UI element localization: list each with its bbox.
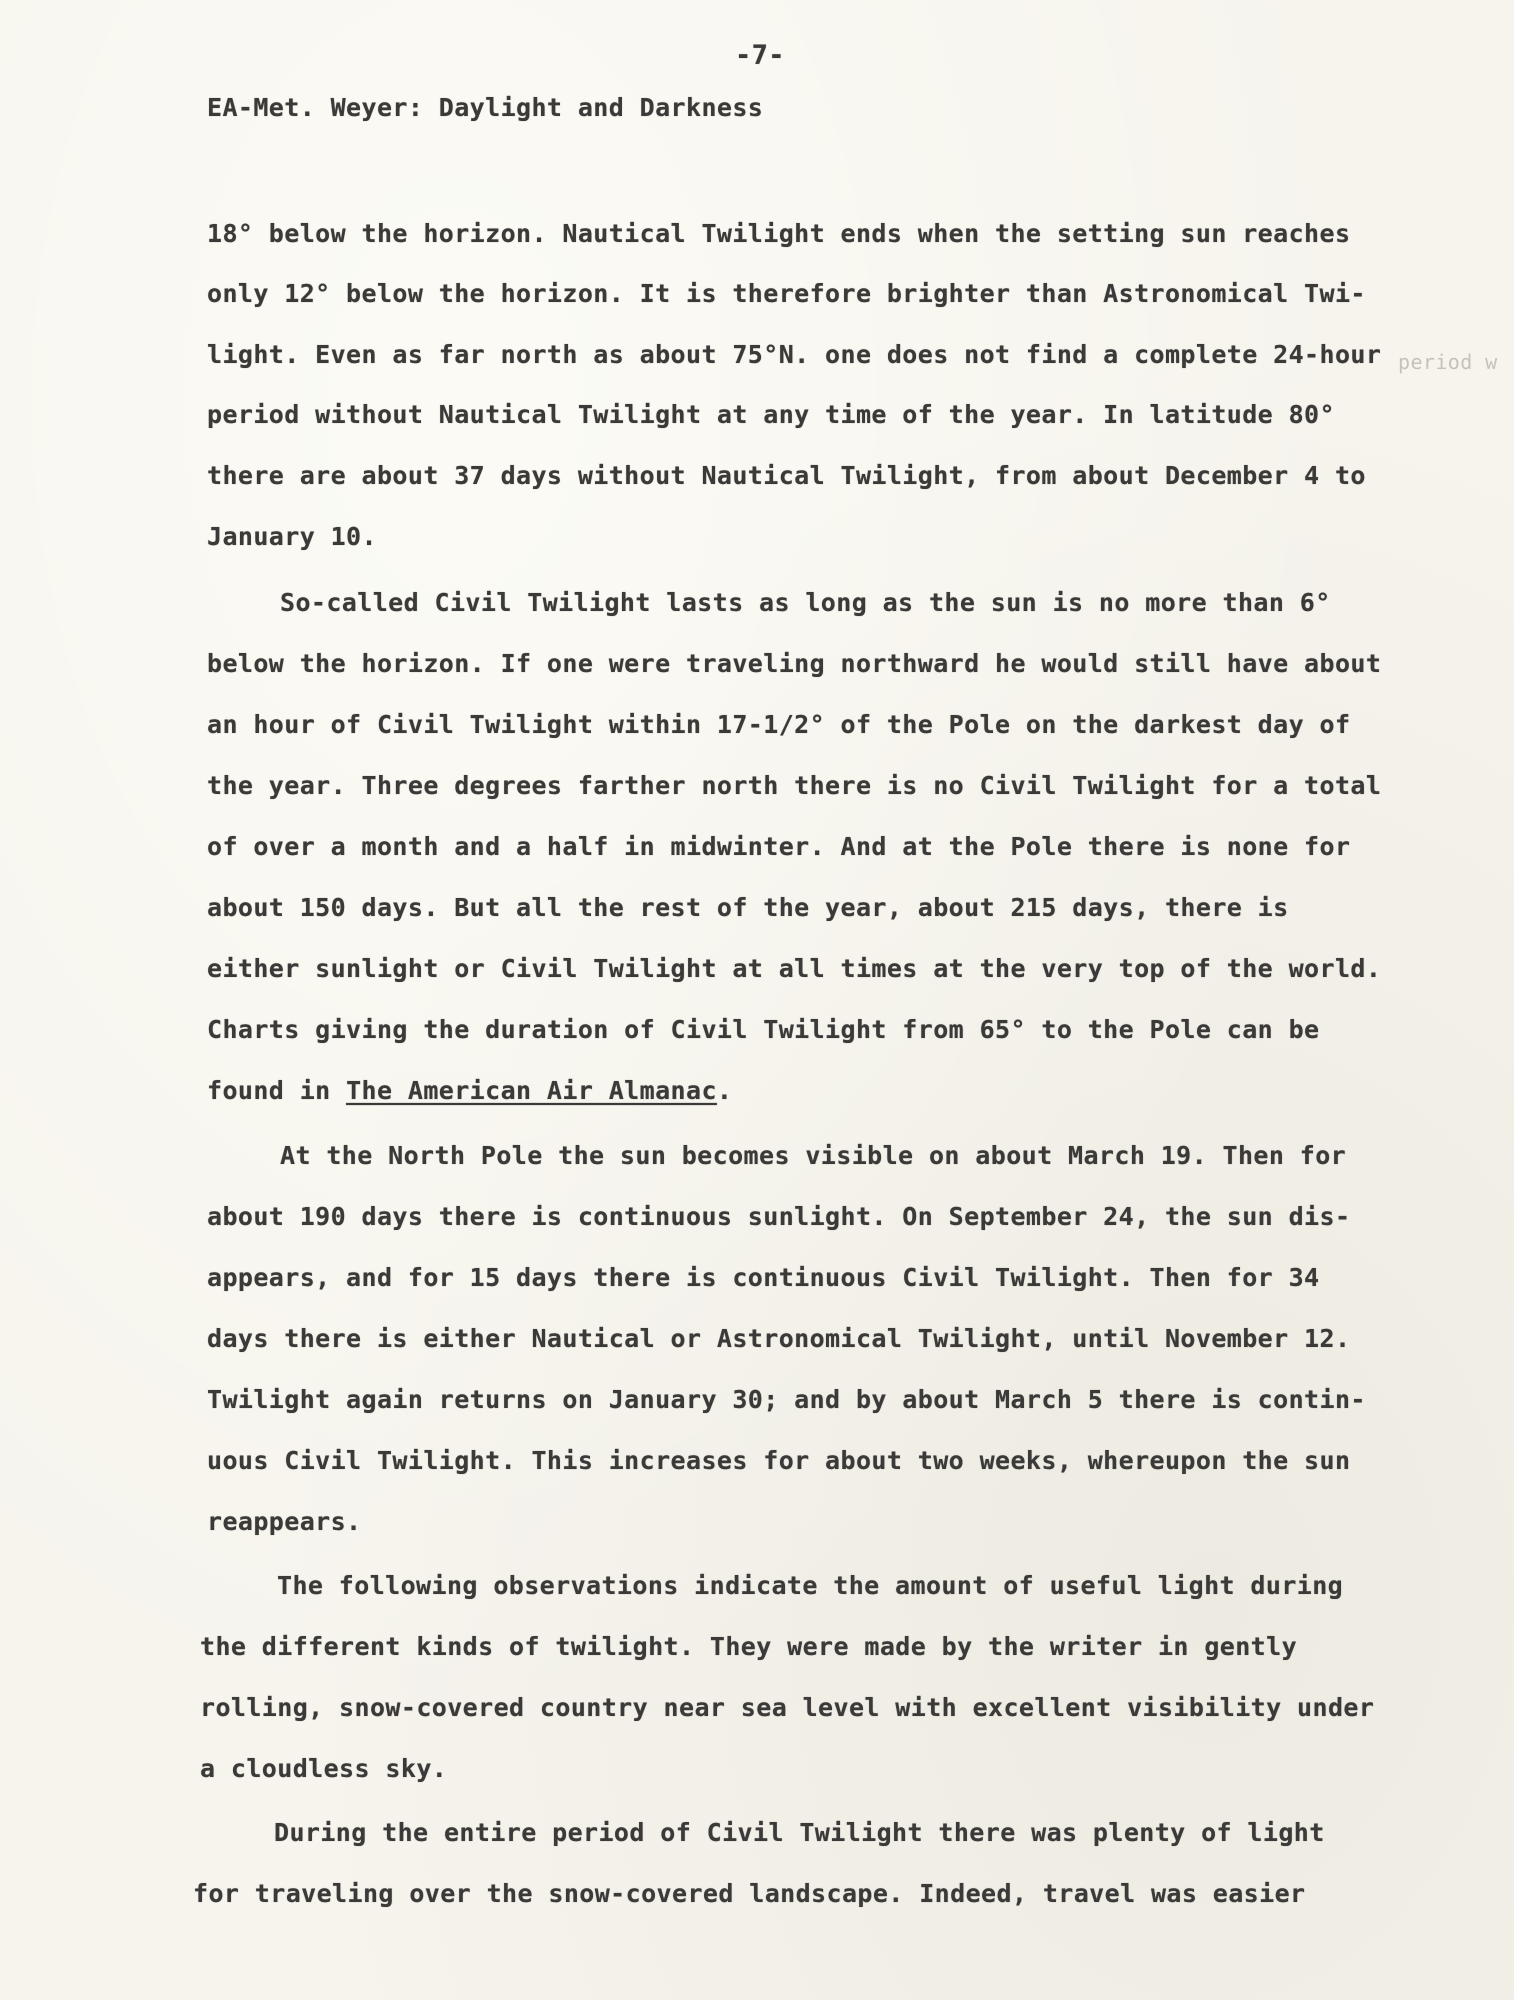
running-head: EA-Met. Weyer: Daylight and Darkness (207, 93, 764, 122)
text-line: reappears. (207, 1507, 362, 1536)
text-line: a cloudless sky. (200, 1754, 448, 1783)
text-line: period without Nautical Twilight at any time of the year. In latitude 80° (207, 400, 1335, 429)
text-line: about 190 days there is continuous sunlight. On September 24, the sun dis- (207, 1202, 1351, 1231)
text-line: 18° below the horizon. Nautical Twilight ends when the setting sun reaches (207, 219, 1351, 248)
publication-title: The American Air Almanac (346, 1076, 717, 1105)
text-line-with-title (207, 1076, 732, 1106)
text-line: Charts giving the duration of Civil Twilight from 65° to the Pole can be (207, 1015, 1320, 1044)
text-line: During the entire period of Civil Twilight there was plenty of light (274, 1818, 1325, 1847)
text-line: Twilight again returns on January 30; and by about March 5 there is contin- (207, 1385, 1366, 1414)
text-line: the different kinds of twilight. They were made by the writer in gently (200, 1632, 1298, 1661)
text-line: So-called Civil Twilight lasts as long as the sun is no more than 6° (280, 588, 1331, 617)
text-line: January 10. (207, 522, 377, 551)
text-line: of over a month and a half in midwinter. And at the Pole there is none for (207, 832, 1351, 861)
text-line: an hour of Civil Twilight within 17-1/2° of the Pole on the darkest day of (207, 710, 1351, 739)
text-line: days there is either Nautical or Astronomical Twilight, until November 12. (207, 1324, 1351, 1353)
text-line: rolling, snow-covered country near sea level with excellent visibility under (200, 1693, 1375, 1722)
text-segment: found in (207, 1076, 347, 1105)
text-line: light. Even as far north as about 75°N. one does not find a complete 24-hour (207, 340, 1382, 369)
text-line: only 12° below the horizon. It is therefore brighter than Astronomical Twi- (207, 279, 1366, 308)
text-line: the year. Three degrees farther north there is no Civil Twilight for a total (207, 771, 1382, 800)
text-line: for traveling over the snow-covered landscape. Indeed, travel was easier (193, 1879, 1306, 1908)
text-line: The following observations indicate the amount of useful light during (277, 1571, 1344, 1600)
text-line: uous Civil Twilight. This increases for about two weeks, whereupon the sun (207, 1446, 1351, 1475)
page-number: -7- (735, 40, 785, 71)
text-line: about 150 days. But all the rest of the year, about 215 days, there is (207, 893, 1289, 922)
bleed-through-text: period w (1398, 350, 1498, 374)
text-line: At the North Pole the sun becomes visible on about March 19. Then for (280, 1141, 1347, 1170)
text-segment: . (716, 1076, 733, 1105)
text-line: appears, and for 15 days there is continuous Civil Twilight. Then for 34 (207, 1263, 1320, 1292)
text-line: either sunlight or Civil Twilight at all times at the very top of the world. (207, 954, 1382, 983)
text-line: there are about 37 days without Nautical Twilight, from about December 4 to (207, 461, 1366, 490)
text-line: below the horizon. If one were traveling northward he would still have about (207, 649, 1382, 678)
